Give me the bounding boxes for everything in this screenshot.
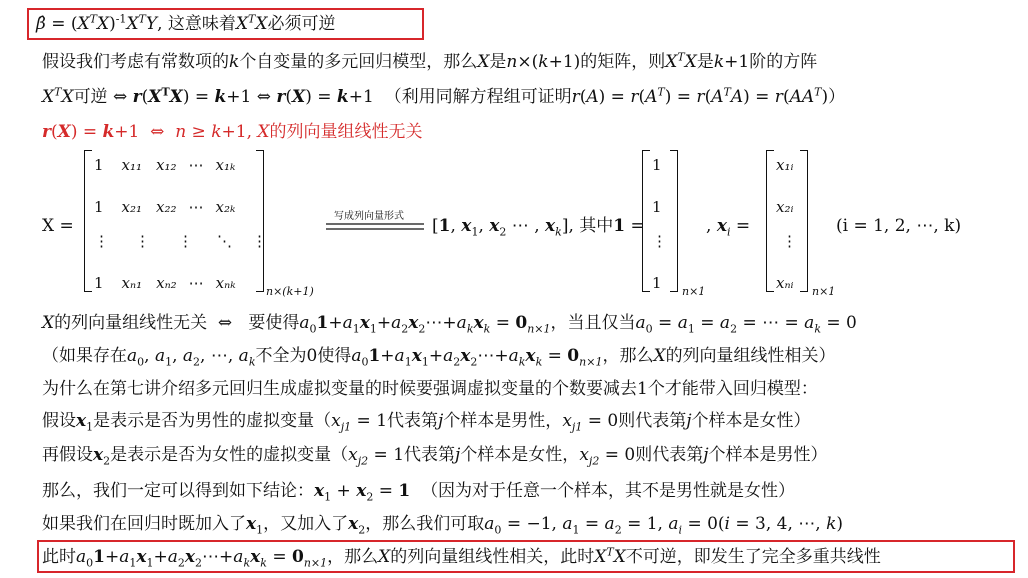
matrix-lhs: X = <box>42 216 74 236</box>
column-vector-form: [1, $x_1$, $x_2$ ⋯ , $x_k$], 其中1 = <box>432 216 645 239</box>
text-line-independence-condition: X的列向量组线性无关 ⇔ 要使得$a_01+a_1x_1+a_2x_2\cdots+a_kx_k = 0_{n\times 1}$，当且仅当$a_0 = a_1 = a_2$ = ⋯ = $a_k = 0$ <box>42 313 857 336</box>
xi-vector-size-label: n×1 <box>812 285 836 298</box>
transform-label: 写成列向量形式 <box>334 211 404 222</box>
equivalence-arrow <box>326 222 424 232</box>
text-line-female-dummy: 再假设$x_2$是表示是否为女性的虚拟变量（$x_{j2} = 1$代表第j个样本是女性，$x_{j2} = 0$则代表第j个样本是男性） <box>42 445 828 468</box>
matrix-left-bracket <box>84 150 92 292</box>
text-line-rank-condition: r(X) = k+1 ⇔ n ≥ k+1, X的列向量组线性无关 <box>42 122 423 142</box>
ones-vector: 1 1 ⋮ 1 <box>652 156 667 292</box>
index-range: (i = 1, 2, ⋯, k) <box>836 216 962 236</box>
text-line-conclusion: 那么，我们一定可以得到如下结论：$x_1 + x_2 = 1$ （因为对于任意一个样本，其不是男性就是女性） <box>42 481 796 504</box>
design-matrix: 1 x₁₁ x₁₂ ⋯ x₁ₖ 1 x₂₁ x₂₂ ⋯ x₂ₖ ⋮ ⋮ ⋮ ⋱ ⋮ 1 xₙ₁ xₙ₂ ⋯ xₙₖ <box>94 156 267 292</box>
text-line-coefficient-choice: 如果我们在回归时既加入了$x_1$，又加入了$x_2$，那么我们可取$a_0 = -1$, $a_1 = a_2 = 1$, $a_i = 0(i = 3$, 4, ⋯, k) <box>42 514 844 537</box>
ones-vector-left-bracket <box>642 150 650 292</box>
text-line-multicollinearity: 此时$a_01+a_1x_1+a_2x_2\cdots+a_kx_k = 0_{n\times 1}$，那么X的列向量组线性相关，此时$X^TX$不可逆，即发生了完全多重共线性 <box>42 545 881 570</box>
text-line-male-dummy: 假设$x_1$是表示是否为男性的虚拟变量（$x_{j1} = 1$代表第j个样本是男性，$x_{j1} = 0$则代表第j个样本是女性） <box>42 411 811 434</box>
text-line-model-setup: 假设我们考虑有常数项的k个自变量的多元回归模型，那么X是n×(k+1)的矩阵，则$X^TX$是k+1阶的方阵 <box>42 50 818 72</box>
text-line-invertible-rank: $X^TX$可逆 ⇔ $r(X^TX) = k+1$ ⇔ r(X) = k+1 （利用同解方程组可证明$r(A) = r(A^T) = r(A^TA) = r(AA^T)$） <box>42 85 846 107</box>
text-line-dummy-variable-question: 为什么在第七讲介绍多元回归生成虚拟变量的时候要强调虚拟变量的个数要减去1个才能带入回归模型： <box>42 379 818 399</box>
matrix-size-label: n×(k+1) <box>266 285 314 298</box>
xi-vector: x₁ᵢ x₂ᵢ ⋮ xₙᵢ <box>776 156 797 292</box>
xi-definition-lhs: , $x_i$ = <box>706 216 751 239</box>
text-line-dependence-condition: （如果存在$a_0$, $a_1$, $a_2$, ⋯, $a_k$不全为0使得$a_01+a_1x_1+a_2x_2\cdots+a_kx_k = 0_{n\times 1}$，那么X的列向量组线性相关） <box>42 346 836 369</box>
ones-vector-size-label: n×1 <box>682 285 706 298</box>
xi-vector-left-bracket <box>766 150 774 292</box>
ols-formula-line: β̂ = $(X^TX)^{-1}X^TY$, 这意味着$X^TX$必须可逆 <box>36 12 336 34</box>
